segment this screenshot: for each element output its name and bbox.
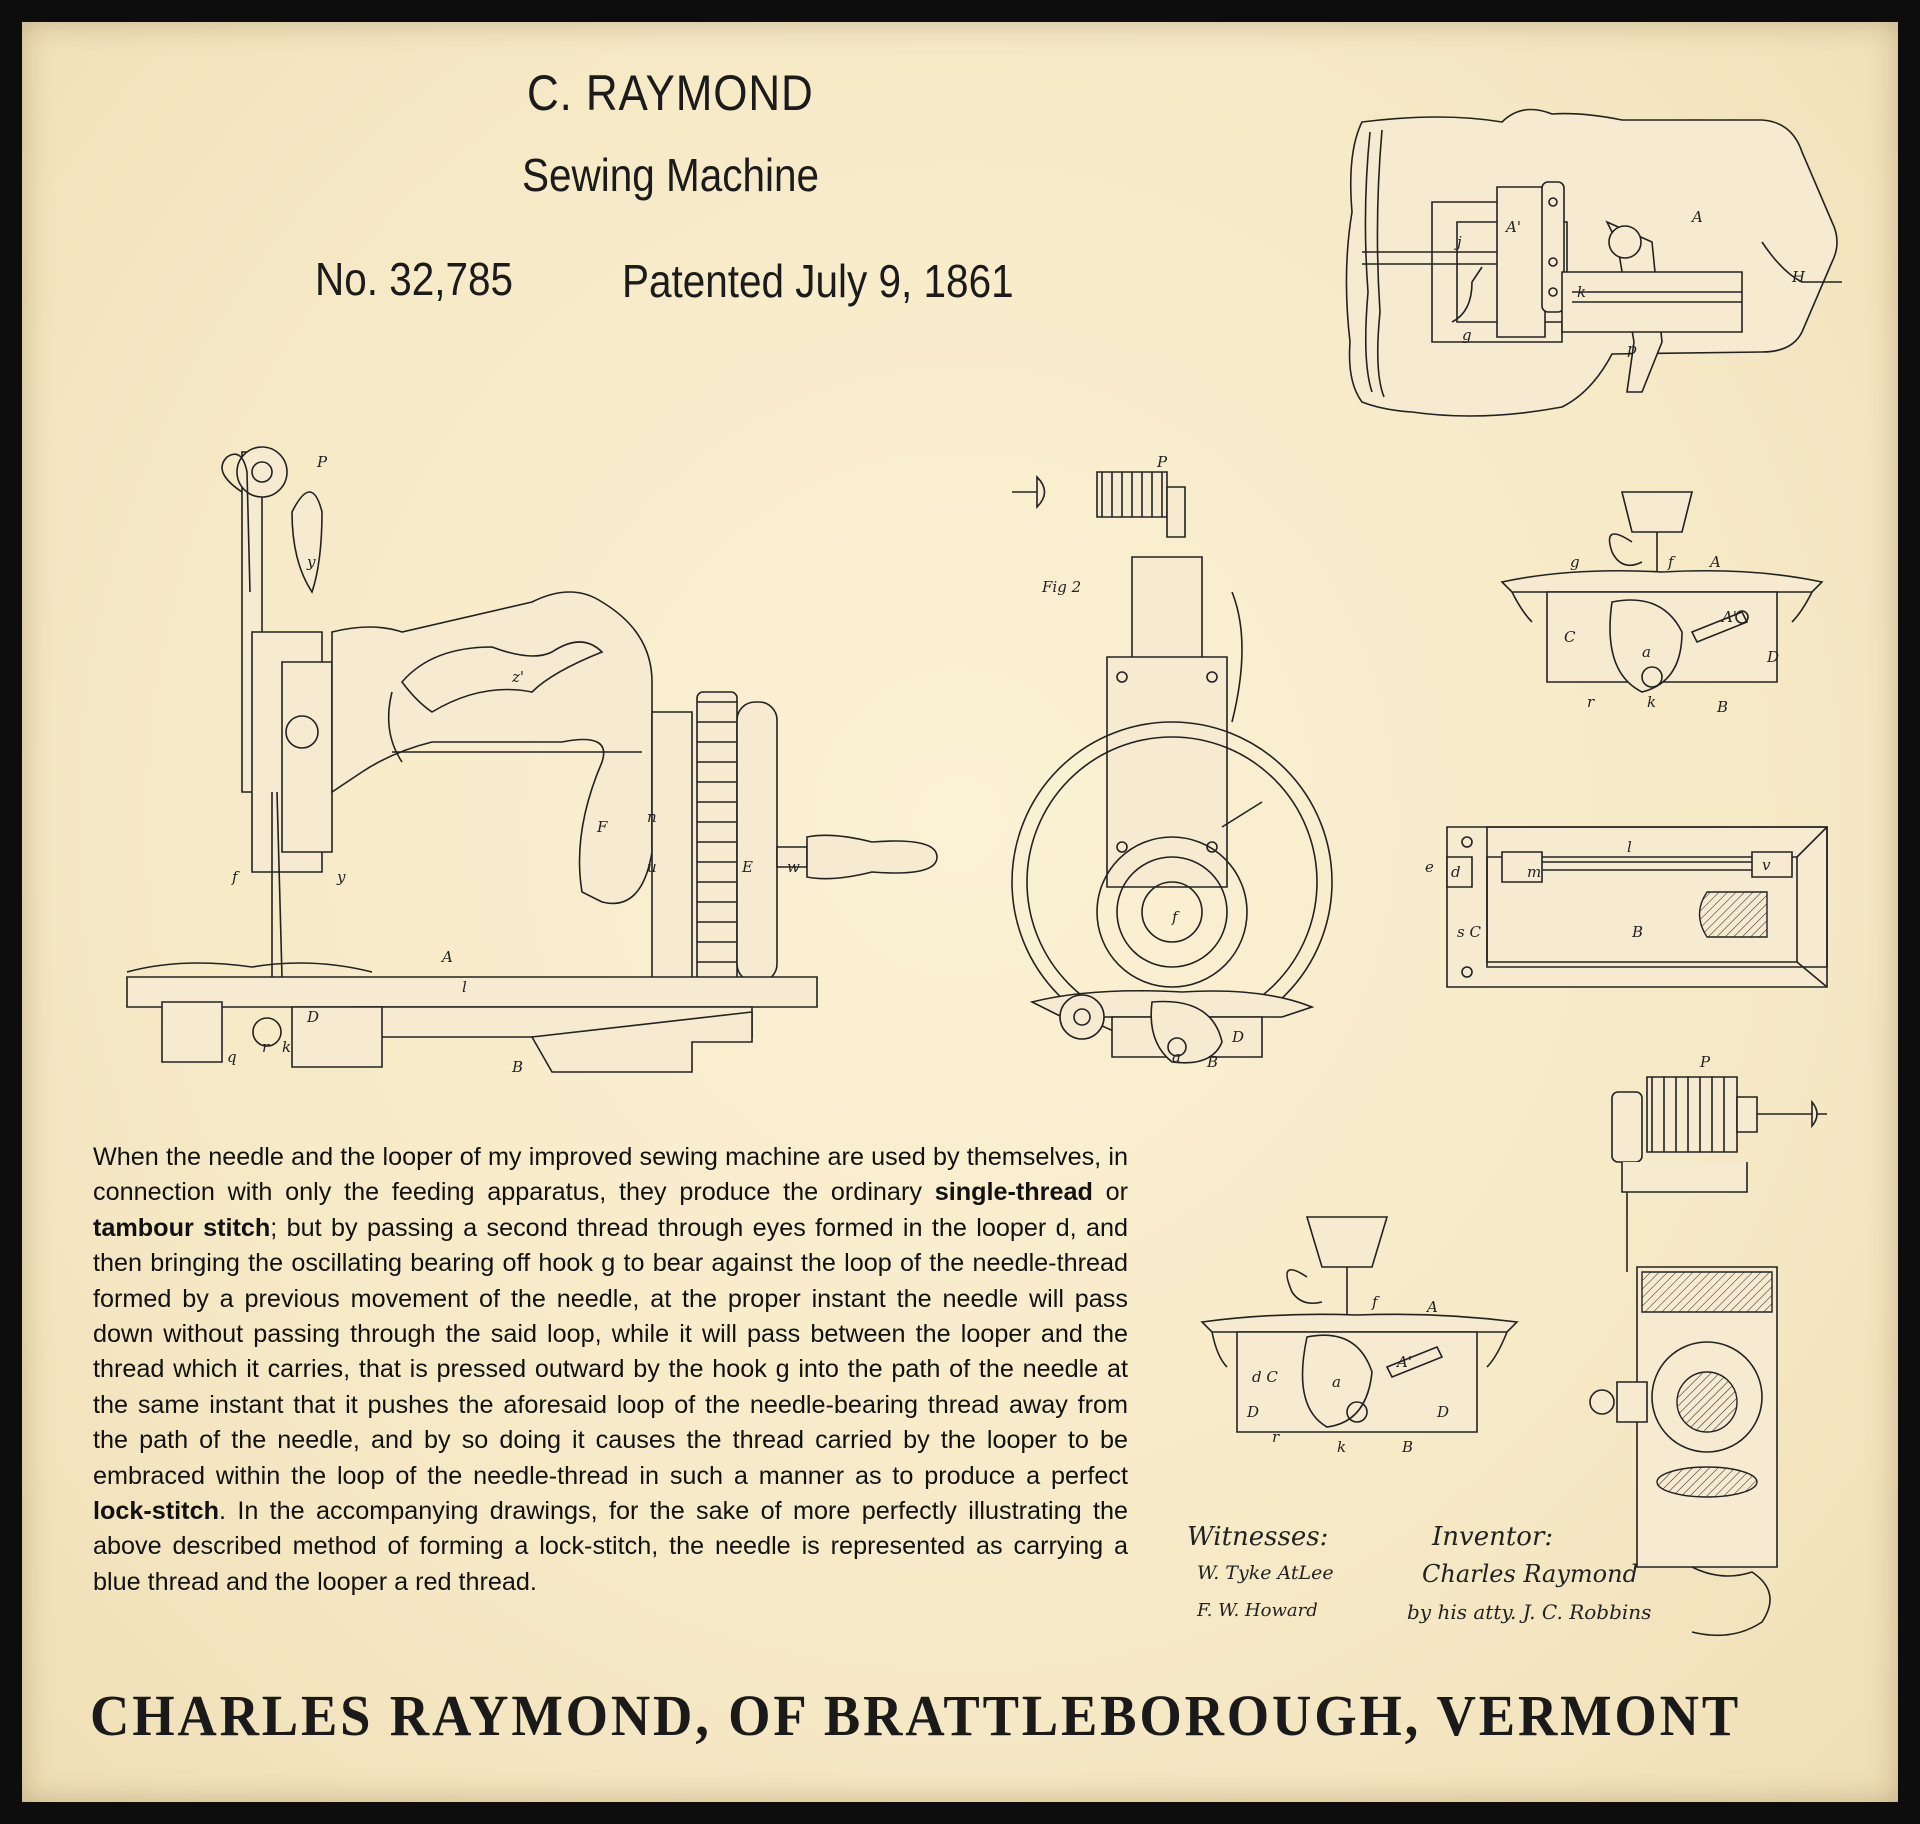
svg-text:j: j [1457,233,1462,251]
figure-looper-detail-2 [1197,1207,1527,1467]
svg-text:u: u [647,858,657,876]
inventor-label: Inventor: [1432,1522,1554,1552]
term-single-thread: single-thread [934,1178,1093,1207]
svg-text:H: H [1792,268,1806,286]
svg-text:f: f [1172,908,1178,926]
description-text-3: ; but by passing a second thread through eyes formed in the looper d, and then bringing the oscillating bearing off hook g to bear against the loop of the needle-thread formed by a previous movement of the needle, at the proper instant the needle will pass down without passing through the said loop, while it will pass between the looper and the thread which it carries, that is pressed outward by the hook g into the path of the needle at the same instant that it pushes the aforesaid loop of the needle-bearing thread away from the path of the needle, and by so doing it causes the thread carried by the looper to be embraced within the loop of the needle-thread in such a manner as to produce a perfect [93,1213,1128,1490]
figure-plan-view [1322,92,1862,432]
description-text-4: . In the accompanying drawings, for the sake of more perfectly illustrating the above described method of forming a lock-stitch, the needle is represented as carrying a blue thread and the looper a red thread. [93,1497,1128,1596]
svg-text:A': A' [1722,608,1737,626]
svg-text:A: A [1692,208,1703,226]
svg-text:f: f [232,868,238,886]
patent-title: Sewing Machine [522,149,820,201]
term-lock-stitch: lock-stitch [93,1497,219,1526]
svg-text:a: a [1642,643,1651,661]
svg-text:E: E [742,858,753,876]
fig2-label: Fig 2 [1042,578,1082,596]
patent-name: C. RAYMOND [527,65,814,121]
patent-description [93,1140,1128,1600]
svg-text:w: w [787,858,800,876]
svg-text:C: C [1564,628,1576,646]
svg-text:y: y [337,868,346,886]
svg-text:l: l [1627,838,1632,856]
svg-text:D: D [307,1008,320,1026]
figure-front-elevation [982,442,1352,1072]
svg-text:P: P [1157,453,1168,471]
svg-text:a: a [1172,1048,1181,1066]
svg-text:z': z' [512,668,525,686]
svg-text:g: g [1570,553,1580,571]
svg-text:P: P [317,453,328,471]
svg-text:d: d [1451,863,1461,881]
patent-number: No. 32,785 [315,253,514,305]
svg-text:D: D [1247,1403,1260,1421]
patent-date: Patented July 9, 1861 [622,255,1014,307]
svg-text:r: r [1272,1428,1280,1446]
svg-text:q: q [227,1048,237,1066]
svg-text:l: l [462,978,467,996]
figure-feed-plan [1407,822,1837,992]
figure-end-elevation [1582,1052,1892,1622]
inventor-location-footer: CHARLES RAYMOND, OF BRATTLEBOROUGH, VERMONT [90,1683,1742,1748]
svg-text:g: g [1462,326,1472,344]
svg-text:F: F [597,818,608,836]
svg-text:y: y [307,553,316,571]
svg-text:s C: s C [1457,923,1481,941]
svg-text:D: D [1767,648,1780,666]
patent-sheet [22,22,1898,1802]
svg-text:k: k [282,1038,292,1056]
witness-signature-2: F. W. Howard [1197,1600,1318,1621]
svg-text:d C: d C [1252,1368,1278,1386]
svg-text:A': A' [1397,1353,1412,1371]
svg-text:D: D [1437,1403,1450,1421]
svg-text:k: k [1337,1438,1347,1456]
svg-text:B: B [512,1058,524,1076]
svg-text:r: r [1587,693,1595,711]
svg-text:P: P [1700,1053,1711,1071]
svg-text:f: f [1372,1293,1378,1311]
figure-looper-detail-1 [1492,482,1842,722]
svg-text:f: f [1668,553,1674,571]
svg-text:B: B [1402,1438,1414,1456]
svg-text:k: k [1647,693,1657,711]
figure-side-elevation [132,432,952,1092]
attorney-signature: by his atty. J. C. Robbins [1407,1600,1652,1624]
svg-text:p: p [1627,340,1637,358]
description-text-1: When the needle and the looper of my improved sewing machine are used by themselves, in connection with only the feeding apparatus, they produce the ordinary [93,1143,1128,1207]
svg-text:B: B [1632,923,1644,941]
svg-text:D: D [1232,1028,1245,1046]
svg-text:A: A [1427,1298,1438,1316]
svg-text:B: B [1717,698,1729,716]
svg-text:e: e [1425,858,1434,876]
description-text-2: or [1105,1178,1129,1207]
witnesses-label: Witnesses: [1187,1522,1329,1552]
svg-text:A: A [442,948,453,966]
svg-text:v: v [1762,856,1771,874]
witness-signature-1: W. Tyke AtLee [1197,1562,1334,1584]
svg-text:n: n [647,808,657,826]
svg-text:A: A [1710,553,1721,571]
inventor-signature: Charles Raymond [1422,1560,1638,1588]
svg-text:m: m [1527,863,1542,881]
svg-text:a: a [1332,1373,1341,1391]
svg-text:A': A' [1506,218,1521,236]
svg-text:k: k [1577,283,1587,301]
svg-text:r: r [262,1038,270,1056]
term-tambour-stitch: tambour stitch [93,1213,271,1242]
svg-text:B: B [1207,1053,1219,1071]
